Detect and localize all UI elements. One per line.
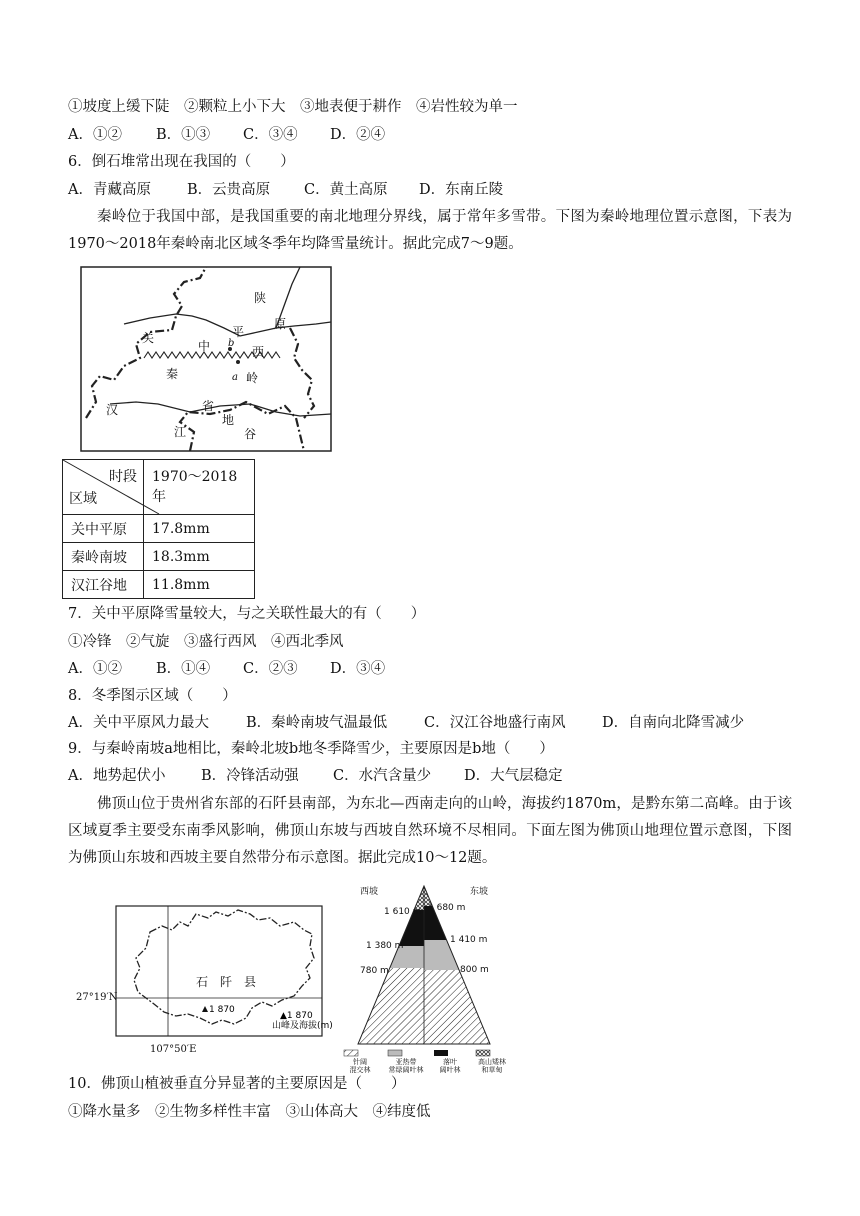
peak-elevation: 1 870 — [209, 1005, 235, 1015]
legend-swatch-alpine — [476, 1050, 490, 1056]
table-row — [63, 515, 255, 543]
east-slope-label: 东坡 — [470, 887, 489, 897]
value-cell: 17.8mm — [144, 515, 255, 543]
q8-option-b: B．秦岭南坡气温最低 — [246, 715, 388, 731]
legend-peak-caption: 山峰及海拔(m) — [272, 1021, 333, 1031]
label-b: b — [228, 338, 235, 349]
label-jiang: 江 — [174, 425, 187, 439]
q6-option-d: D．东南丘陵 — [419, 182, 504, 198]
label-ping: 平 — [232, 325, 245, 339]
q8-option-a: A．关中平原风力最大 — [68, 715, 209, 731]
value-cell: 11.8mm — [144, 571, 255, 599]
latitude-label: 27°19′N — [76, 992, 118, 1003]
legend-swatch-mixed — [344, 1050, 358, 1056]
county-label: 石 阡 县 — [196, 975, 257, 989]
zone-west-base — [330, 968, 424, 1048]
legend-label-mixed: 针阔 混交林 — [349, 1058, 371, 1074]
q10-items: ①降水量多 ②生物多样性丰富 ③山体高大 ④纬度低 — [68, 1104, 431, 1120]
label-gu: 谷 — [244, 427, 257, 441]
legend-label-alpine: 高山矮林 和草甸 — [478, 1058, 506, 1074]
q10-stem: 10．佛顶山植被垂直分异显著的主要原因是（ ） — [68, 1076, 406, 1092]
legend-label-deciduous: 落叶 阔叶林 — [439, 1058, 461, 1074]
table-row — [63, 571, 255, 599]
header-period-label: 时段 — [109, 469, 137, 485]
label-han: 汉 — [106, 403, 119, 417]
q8-option-d: D．自南向北降雪减少 — [602, 715, 745, 731]
label-ling: 岭 — [246, 371, 259, 385]
header-region-label: 区域 — [69, 491, 97, 507]
west-slope-label: 西坡 — [360, 887, 379, 897]
shiqian-map — [76, 900, 333, 1056]
longitude-label: 107°50′E — [150, 1044, 197, 1055]
table-row — [63, 543, 255, 571]
legend-label-evergreen: 亚热带 常绿阔叶林 — [388, 1058, 424, 1074]
elev-east-2: 1 410 m — [450, 935, 488, 945]
q5-items: ①坡度上缓下陡 ②颗粒上小下大 ③地表便于耕作 ④岩性较为单一 — [68, 99, 518, 115]
q7-option-c: C．②③ — [243, 661, 298, 677]
legend-swatch-evergreen — [388, 1050, 402, 1056]
passage-qinling: 秦岭位于我国中部，是我国重要的南北地理分界线，属于常年多雪带。下图为秦岭地理位置示意图，下表为1970～2018年秦岭南北区域冬季年均降雪量统计。据此完成7～9题。 — [68, 209, 792, 252]
map-frame — [81, 267, 331, 451]
label-zhong: 中 — [198, 339, 211, 353]
q7-option-a: A．①② — [68, 661, 122, 677]
q9-option-a: A．地势起伏小 — [68, 768, 166, 784]
q8-option-c: C．汉江谷地盛行南风 — [424, 715, 566, 731]
label-di: 地 — [222, 413, 235, 427]
label-qin: 秦 — [166, 367, 179, 381]
zone-east-base — [424, 970, 520, 1048]
q5-option-b: B．①③ — [156, 127, 211, 143]
table-header-row — [63, 460, 255, 515]
value-cell: 18.3mm — [144, 543, 255, 571]
label-sheng: 省 — [202, 399, 215, 413]
label-guan: 关 — [142, 331, 155, 345]
snowfall-table — [62, 459, 255, 599]
q8-stem: 8．冬季图示区域（ ） — [68, 688, 237, 704]
q7-stem: 7．关中平原降雪量较大，与之关联性最大的有（ ） — [68, 606, 426, 622]
label-xi: 西 — [252, 345, 265, 359]
label-a: a — [232, 372, 238, 383]
passage-fodingshan: 佛顶山位于贵州省东部的石阡县南部，为东北—西南走向的山岭，海拔约1870m，是黔东第二高峰。由于该区域夏季主要受东南季风影响，佛顶山东坡与西坡自然环境不尽相同。下面左图为佛顶山地理位置示意图，下图为佛顶山东坡和西坡主要自然带分布示意图。据此完成10～12题。 — [68, 796, 792, 866]
elev-west-2: 1 380 m — [366, 941, 404, 951]
label-yuan: 原 — [274, 317, 287, 331]
q5-option-d: D．②④ — [330, 127, 386, 143]
elev-west-1: 1 610 m — [384, 907, 422, 917]
q5-option-a: A．①② — [68, 127, 122, 143]
header-period-value: 1970～2018年 — [144, 460, 255, 515]
elev-east-3: 800 m — [460, 965, 489, 975]
elev-east-1: 1 680 m — [428, 903, 466, 913]
vertical-zones-diagram — [330, 882, 520, 1064]
q9-stem: 9．与秦岭南坡a地相比，秦岭北坡b地冬季降雪少，主要原因是b地（ ） — [68, 741, 554, 757]
q6-stem: 6．倒石堆常出现在我国的（ ） — [68, 154, 295, 170]
q7-option-b: B．①④ — [156, 661, 211, 677]
qinling-map — [80, 266, 332, 452]
label-shaan: 陕 — [254, 291, 267, 305]
table-diagonal-header — [63, 460, 144, 515]
q9-option-c: C．水汽含量少 — [333, 768, 432, 784]
q5-option-c: C．③④ — [243, 127, 298, 143]
region-cell: 关中平原 — [63, 515, 144, 543]
q9-option-b: B．冷锋活动强 — [201, 768, 299, 784]
q7-option-d: D．③④ — [330, 661, 386, 677]
q7-items: ①冷锋 ②气旋 ③盛行西风 ④西北季风 — [68, 634, 344, 650]
elev-west-3: 780 m — [360, 966, 389, 976]
legend-peak: ▲1 870 — [280, 1011, 313, 1021]
q6-option-a: A．青藏高原 — [68, 182, 151, 198]
q9-option-d: D．大气层稳定 — [464, 768, 563, 784]
q6-option-c: C．黄土高原 — [304, 182, 388, 198]
legend-swatch-deciduous — [434, 1050, 448, 1056]
region-cell: 秦岭南坡 — [63, 543, 144, 571]
q6-option-b: B．云贵高原 — [187, 182, 271, 198]
point-a — [236, 360, 240, 364]
region-cell: 汉江谷地 — [63, 571, 144, 599]
